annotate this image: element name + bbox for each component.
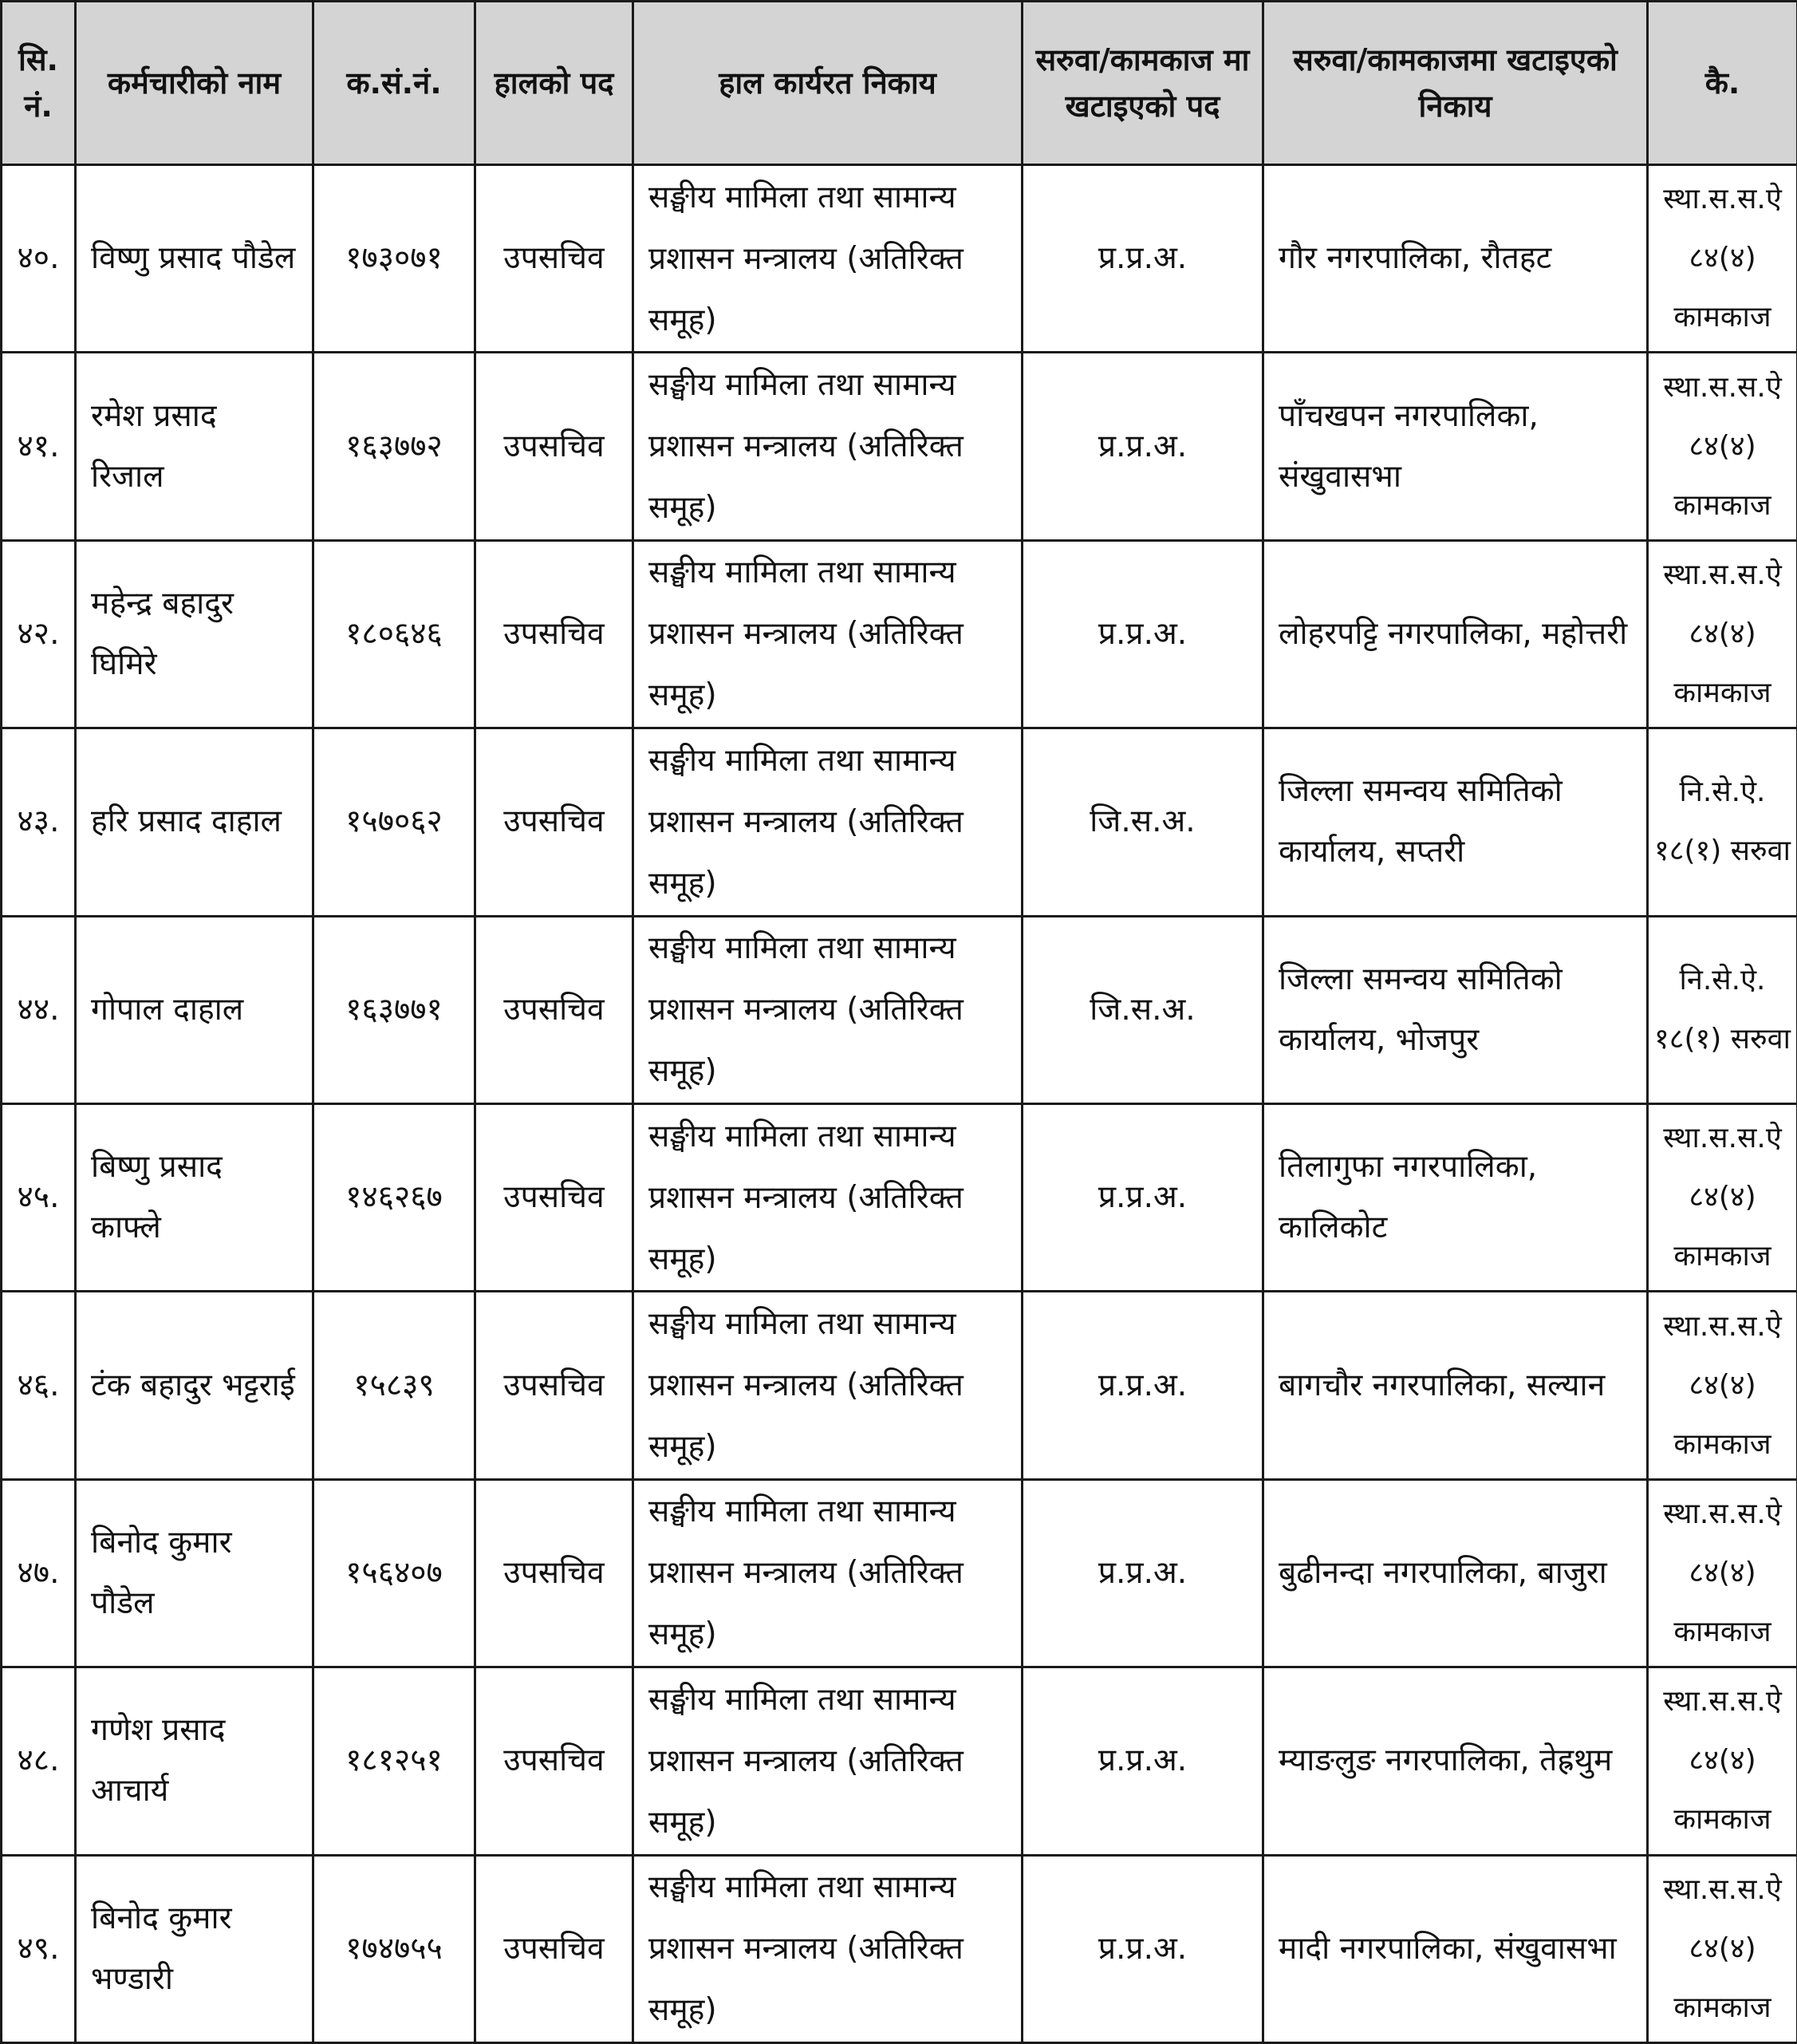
cell-employee-code: १५८३९ — [313, 1292, 475, 1479]
table-row — [2, 165, 1797, 353]
cell-current-office: सङ्घीय मामिला तथा सामान्य प्रशासन मन्त्रालय (अतिरिक्त समूह) — [633, 1292, 1023, 1479]
cell-remarks: स्था.स.स.ऐ ८४(४) कामकाज — [1648, 1479, 1797, 1667]
table-row — [2, 1103, 1797, 1291]
cell-serial-number: ४१. — [2, 353, 76, 540]
cell-employee-name: महेन्द्र बहादुर घिमिरे — [76, 540, 313, 728]
table-row — [2, 728, 1797, 916]
cell-employee-name: गणेश प्रसाद आचार्य — [76, 1667, 313, 1855]
table-row — [2, 1667, 1797, 1855]
cell-current-office: सङ्घीय मामिला तथा सामान्य प्रशासन मन्त्रालय (अतिरिक्त समूह) — [633, 353, 1023, 540]
cell-assigned-post: प्र.प्र.अ. — [1023, 1479, 1263, 1667]
table-row — [2, 916, 1797, 1103]
header-serial-number: सि. नं. — [2, 2, 76, 165]
cell-assigned-post: प्र.प्र.अ. — [1023, 540, 1263, 728]
cell-assigned-post: प्र.प्र.अ. — [1023, 1292, 1263, 1479]
cell-remarks: स्था.स.स.ऐ ८४(४) कामकाज — [1648, 165, 1797, 353]
cell-current-post: उपसचिव — [475, 1103, 633, 1291]
header-employee-code: क.सं.नं. — [313, 2, 475, 165]
cell-serial-number: ४५. — [2, 1103, 76, 1291]
cell-serial-number: ४८. — [2, 1667, 76, 1855]
cell-employee-name: विष्णु प्रसाद पौडेल — [76, 165, 313, 353]
cell-assigned-post: प्र.प्र.अ. — [1023, 1103, 1263, 1291]
cell-assigned-post: प्र.प्र.अ. — [1023, 1855, 1263, 2042]
cell-employee-name: बिष्णु प्रसाद काफ्ले — [76, 1103, 313, 1291]
cell-remarks: स्था.स.स.ऐ ८४(४) कामकाज — [1648, 1667, 1797, 1855]
cell-current-post: उपसचिव — [475, 353, 633, 540]
header-assigned-office: सरुवा/कामकाजमा खटाइएको निकाय — [1263, 2, 1648, 165]
cell-serial-number: ४३. — [2, 728, 76, 916]
cell-assigned-office: गौर नगरपालिका, रौतहट — [1263, 165, 1648, 353]
header-remarks: कै. — [1648, 2, 1797, 165]
cell-remarks: नि.से.ऐ. १८(१) सरुवा — [1648, 916, 1797, 1103]
cell-employee-code: १४६२६७ — [313, 1103, 475, 1291]
cell-remarks: स्था.स.स.ऐ ८४(४) कामकाज — [1648, 1103, 1797, 1291]
cell-employee-code: १६३७७१ — [313, 916, 475, 1103]
table-row — [2, 540, 1797, 728]
cell-assigned-office: म्याङलुङ नगरपालिका, तेह्रथुम — [1263, 1667, 1648, 1855]
cell-serial-number: ४७. — [2, 1479, 76, 1667]
cell-assigned-post: प्र.प्र.अ. — [1023, 165, 1263, 353]
cell-current-post: उपसचिव — [475, 1292, 633, 1479]
cell-serial-number: ४०. — [2, 165, 76, 353]
cell-employee-code: १७४७५५ — [313, 1855, 475, 2042]
cell-serial-number: ४६. — [2, 1292, 76, 1479]
header-assigned-post: सरुवा/कामकाज मा खटाइएको पद — [1023, 2, 1263, 165]
cell-current-post: उपसचिव — [475, 1479, 633, 1667]
cell-current-office: सङ्घीय मामिला तथा सामान्य प्रशासन मन्त्रालय (अतिरिक्त समूह) — [633, 728, 1023, 916]
cell-remarks: स्था.स.स.ऐ ८४(४) कामकाज — [1648, 540, 1797, 728]
cell-current-post: उपसचिव — [475, 916, 633, 1103]
cell-serial-number: ४४. — [2, 916, 76, 1103]
cell-assigned-post: प्र.प्र.अ. — [1023, 1667, 1263, 1855]
cell-current-office: सङ्घीय मामिला तथा सामान्य प्रशासन मन्त्रालय (अतिरिक्त समूह) — [633, 1103, 1023, 1291]
cell-employee-name: गोपाल दाहाल — [76, 916, 313, 1103]
table-row — [2, 1292, 1797, 1479]
cell-assigned-office: तिलागुफा नगरपालिका, कालिकोट — [1263, 1103, 1648, 1291]
header-current-office: हाल कार्यरत निकाय — [633, 2, 1023, 165]
cell-current-office: सङ्घीय मामिला तथा सामान्य प्रशासन मन्त्रालय (अतिरिक्त समूह) — [633, 165, 1023, 353]
cell-remarks: स्था.स.स.ऐ ८४(४) कामकाज — [1648, 353, 1797, 540]
cell-employee-name: रमेश प्रसाद रिजाल — [76, 353, 313, 540]
table-row — [2, 1855, 1797, 2042]
cell-employee-name: बिनोद कुमार भण्डारी — [76, 1855, 313, 2042]
cell-employee-code: १६३७७२ — [313, 353, 475, 540]
cell-current-post: उपसचिव — [475, 540, 633, 728]
cell-current-office: सङ्घीय मामिला तथा सामान्य प्रशासन मन्त्रालय (अतिरिक्त समूह) — [633, 1855, 1023, 2042]
cell-remarks: स्था.स.स.ऐ ८४(४) कामकाज — [1648, 1292, 1797, 1479]
table-row — [2, 1479, 1797, 1667]
cell-current-post: उपसचिव — [475, 728, 633, 916]
cell-assigned-office: जिल्ला समन्वय समितिको कार्यालय, सप्तरी — [1263, 728, 1648, 916]
cell-remarks: नि.से.ऐ. १८(१) सरुवा — [1648, 728, 1797, 916]
cell-employee-code: १५६४०७ — [313, 1479, 475, 1667]
cell-assigned-post: जि.स.अ. — [1023, 916, 1263, 1103]
table-row — [2, 353, 1797, 540]
cell-remarks: स्था.स.स.ऐ ८४(४) कामकाज — [1648, 1855, 1797, 2042]
cell-assigned-office: बागचौर नगरपालिका, सल्यान — [1263, 1292, 1648, 1479]
cell-assigned-office: मादी नगरपालिका, संखुवासभा — [1263, 1855, 1648, 2042]
cell-current-post: उपसचिव — [475, 165, 633, 353]
cell-current-office: सङ्घीय मामिला तथा सामान्य प्रशासन मन्त्रालय (अतिरिक्त समूह) — [633, 916, 1023, 1103]
cell-employee-name: हरि प्रसाद दाहाल — [76, 728, 313, 916]
header-current-post: हालको पद — [475, 2, 633, 165]
table-header-row — [2, 2, 1797, 165]
cell-employee-name: टंक बहादुर भट्टराई — [76, 1292, 313, 1479]
cell-current-post: उपसचिव — [475, 1667, 633, 1855]
cell-current-office: सङ्घीय मामिला तथा सामान्य प्रशासन मन्त्रालय (अतिरिक्त समूह) — [633, 1667, 1023, 1855]
cell-current-office: सङ्घीय मामिला तथा सामान्य प्रशासन मन्त्रालय (अतिरिक्त समूह) — [633, 1479, 1023, 1667]
cell-employee-name: बिनोद कुमार पौडेल — [76, 1479, 313, 1667]
cell-assigned-office: बुढीनन्दा नगरपालिका, बाजुरा — [1263, 1479, 1648, 1667]
cell-employee-code: १५७०६२ — [313, 728, 475, 916]
cell-current-office: सङ्घीय मामिला तथा सामान्य प्रशासन मन्त्रालय (अतिरिक्त समूह) — [633, 540, 1023, 728]
cell-current-post: उपसचिव — [475, 1855, 633, 2042]
cell-assigned-post: प्र.प्र.अ. — [1023, 353, 1263, 540]
cell-serial-number: ४२. — [2, 540, 76, 728]
cell-serial-number: ४९. — [2, 1855, 76, 2042]
cell-assigned-post: जि.स.अ. — [1023, 728, 1263, 916]
cell-assigned-office: पाँचखपन नगरपालिका, संखुवासभा — [1263, 353, 1648, 540]
cell-employee-code: १८०६४६ — [313, 540, 475, 728]
header-employee-name: कर्मचारीको नाम — [76, 2, 313, 165]
cell-assigned-office: लोहरपट्टि नगरपालिका, महोत्तरी — [1263, 540, 1648, 728]
cell-assigned-office: जिल्ला समन्वय समितिको कार्यालय, भोजपुर — [1263, 916, 1648, 1103]
cell-employee-code: १७३०७१ — [313, 165, 475, 353]
cell-employee-code: १८१२५१ — [313, 1667, 475, 1855]
